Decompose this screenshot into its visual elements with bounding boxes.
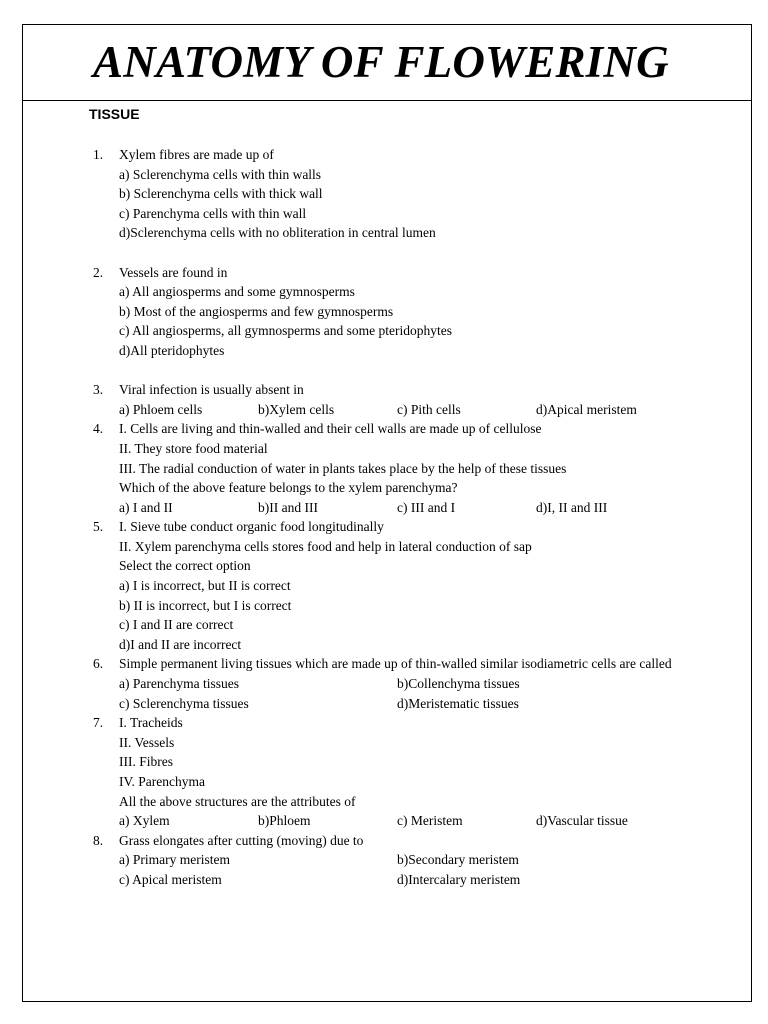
statement-1: I. Sieve tube conduct organic food longitudinally: [119, 519, 384, 535]
option-d: d)Meristematic tissues: [397, 695, 519, 711]
option-c: c) I and II are correct: [119, 617, 234, 633]
option-row: [119, 850, 733, 870]
option-a: a) Sclerenchyma cells with thin walls: [119, 166, 322, 182]
option-b: b)II and III: [258, 499, 318, 515]
question-text: Grass elongates after cutting (moving) due to: [119, 832, 364, 848]
option-a: a) All angiosperms and some gymnosperms: [119, 284, 355, 300]
statement-4: IV. Parenchyma: [119, 774, 205, 789]
option-b: b) Sclerenchyma cells with thick wall: [119, 186, 323, 202]
option-d: d)I and II are incorrect: [119, 636, 242, 652]
option-row: [119, 674, 733, 694]
option-c: c) Pith cells: [397, 401, 461, 417]
question-text: Vessels are found in: [119, 264, 228, 280]
question-6: [93, 654, 733, 713]
question-number: 4.: [93, 421, 104, 437]
statement-2: II. Vessels: [119, 734, 175, 750]
option-d: d)I, II and III: [536, 499, 608, 515]
statement-3: III. Fibres: [119, 754, 173, 770]
option-b: b) II is incorrect, but I is correct: [119, 597, 292, 613]
question-text: All the above structures are the attributes of: [119, 793, 356, 809]
option-c: c) III and I: [397, 499, 456, 515]
question-number: 8.: [93, 832, 104, 848]
statement-2: II. Xylem parenchyma cells stores food and help in lateral conduction of sap: [119, 538, 532, 554]
option-c: c) Meristem: [397, 813, 463, 829]
question-number: 5.: [93, 519, 104, 535]
question-number: 3.: [93, 382, 104, 398]
question-number: 1.: [93, 147, 104, 162]
question-number: 7.: [93, 715, 104, 731]
question-2: [93, 263, 733, 361]
option-c: c) Parenchyma cells with thin wall: [119, 205, 307, 221]
question-text: Viral infection is usually absent in: [119, 382, 304, 398]
option-row: [119, 498, 733, 518]
option-c: c) All angiosperms, all gymnosperms and some pteridophytes: [119, 323, 452, 339]
option-d: d)All pteridophytes: [119, 342, 225, 358]
question-7: [93, 713, 733, 831]
option-b: b) Most of the angiosperms and few gymnosperms: [119, 303, 394, 319]
question-3: [93, 380, 733, 419]
question-1: [93, 145, 733, 243]
option-row: [119, 400, 733, 420]
option-b: b)Secondary meristem: [397, 852, 519, 868]
option-c: c) Apical meristem: [119, 871, 222, 887]
option-b: b)Phloem: [258, 813, 311, 829]
option-a: a) Phloem cells: [119, 401, 203, 417]
page-title: ANATOMY OF FLOWERING: [93, 37, 669, 87]
option-b: b)Xylem cells: [258, 401, 335, 417]
option-b: b)Collenchyma tissues: [397, 676, 520, 692]
option-c: c) Sclerenchyma tissues: [119, 695, 249, 711]
statement-1: I. Cells are living and thin-walled and their cell walls are made up of cellulose: [119, 421, 542, 437]
option-a: a) I is incorrect, but II is correct: [119, 578, 291, 594]
question-number: 6.: [93, 656, 104, 672]
question-text: Simple permanent living tissues which are made up of thin-walled similar isodiametric cells are called: [119, 656, 672, 672]
question-list: [93, 145, 733, 890]
option-a: a) Parenchyma tissues: [119, 676, 239, 692]
page-subtitle: TISSUE: [89, 106, 140, 122]
question-text: Select the correct option: [119, 558, 251, 574]
option-d: d)Apical meristem: [536, 401, 637, 417]
option-row: [119, 870, 733, 890]
question-4: [93, 419, 733, 517]
option-d: d)Sclerenchyma cells with no obliteration in central lumen: [119, 225, 436, 241]
statement-2: II. They store food material: [119, 440, 268, 456]
option-d: d)Intercalary meristem: [397, 871, 521, 887]
statement-3: III. The radial conduction of water in plants takes place by the help of these tissues: [119, 460, 567, 476]
option-row: [119, 811, 733, 831]
option-a: a) Xylem: [119, 813, 170, 829]
question-number: 2.: [93, 264, 104, 280]
option-row: [119, 694, 733, 714]
question-text: Which of the above feature belongs to the xylem parenchyma?: [119, 480, 458, 496]
option-a: a) I and II: [119, 499, 173, 515]
statement-1: I. Tracheids: [119, 715, 183, 731]
option-d: d)Vascular tissue: [536, 813, 628, 829]
question-5: [93, 517, 733, 654]
option-a: a) Primary meristem: [119, 852, 230, 868]
question-8: [93, 831, 733, 890]
question-text: Xylem fibres are made up of: [119, 147, 274, 162]
page-frame: [22, 24, 752, 1002]
title-band: [23, 25, 751, 101]
